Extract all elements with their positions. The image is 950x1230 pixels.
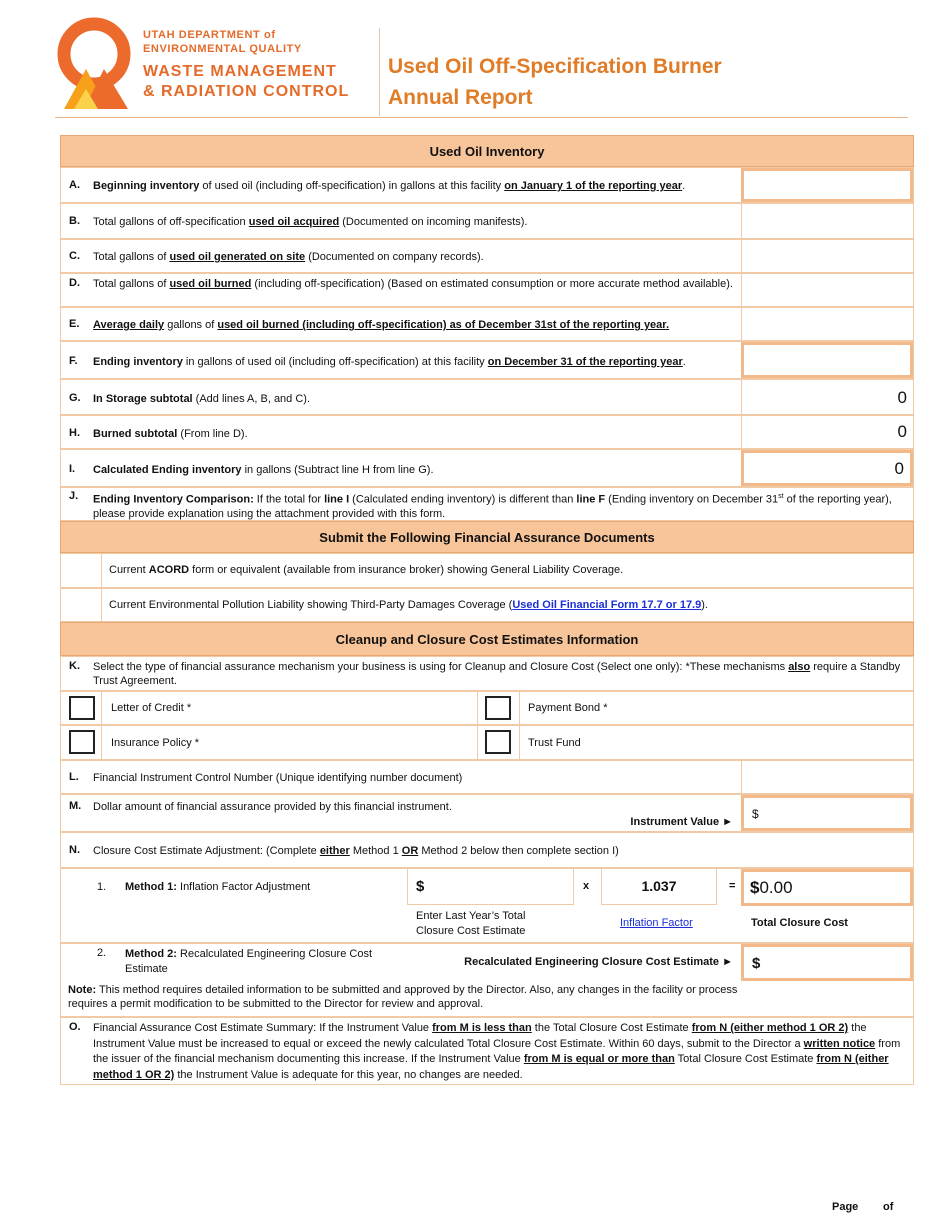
calculated-ending-field xyxy=(741,450,913,486)
row-J: J. Ending Inventory Comparison: If the total for line I (Calculated ending inventory) is different than line F (Ending inventory on December 31st of the reporting year), please provide explanation using the attachment provided with this form. xyxy=(60,487,914,521)
row-N: N. Closure Cost Estimate Adjustment: (Complete either Method 1 OR Method 2 below then complete section I) xyxy=(60,832,914,868)
method-1-row: 1. Method 1: Inflation Factor Adjustment $ x 1.037 = $0.00 Enter Last Year’s Total Closure Cost Estimate Inflation Factor Total Closure Cost xyxy=(60,868,914,943)
row-H: H. Burned subtotal (From line D). 0 xyxy=(60,415,914,449)
doc-env-row: Current Environmental Pollution Liability showing Third-Party Damages Coverage (Used Oil Financial Form 17.7 or 17.9). xyxy=(60,588,914,622)
burned-subtotal-field xyxy=(741,416,913,448)
header-divider xyxy=(379,28,380,116)
insurance-policy-label: Insurance Policy * xyxy=(111,737,200,749)
row-L: L. Financial Instrument Control Number (Unique identifying number document) xyxy=(60,760,914,794)
deq-logo-icon xyxy=(56,14,134,112)
logo-line-2: ENVIRONMENTAL QUALITY xyxy=(143,43,302,55)
payment-bond-label: Payment Bond * xyxy=(528,702,608,714)
inflation-factor-field: 1.037 xyxy=(601,869,717,905)
oil-burned-field[interactable] xyxy=(741,274,913,306)
burned-subtotal-value: 0 xyxy=(897,422,907,441)
last-year-estimate-field[interactable]: $ xyxy=(407,869,574,905)
equals-sign: = xyxy=(729,880,736,892)
letter-of-credit-label: Letter of Credit * xyxy=(111,702,192,714)
row-O: O. Financial Assurance Cost Estimate Summary: If the Instrument Value from M is less than the Total Closure Cost Estimate from N (either method 1 OR 2) the Instrument Value must be increased to equal or exceed the newly calculated Total Closure Cost Estimate. Within 60 days, submit to the Director a written notice from the issuer of the financial mechanism documenting this increase. If the Instrument Value from M is equal or more than Total Closure Cost Estimate from N (either method 1 OR 2) the Instrument Value is adequate for this year, no changes are needed. xyxy=(60,1017,914,1085)
calculated-ending-value: 0 xyxy=(894,459,904,478)
row-D: D. Total gallons of used oil burned (including off-specification) (Based on estimated consumption or more accurate method available). xyxy=(60,273,914,307)
beginning-inventory-field[interactable] xyxy=(741,168,913,202)
row-I: I. Calculated Ending inventory in gallons (Subtract line H from line G). 0 xyxy=(60,449,914,487)
logo-line-4: & RADIATION CONTROL xyxy=(143,83,350,100)
control-number-field[interactable] xyxy=(741,761,913,793)
mechanism-row-1 xyxy=(60,691,914,725)
insurance-policy-checkbox[interactable] xyxy=(69,730,95,754)
page-title: Used Oil Off-Specification Burner xyxy=(388,55,722,78)
method-2-row: 2. Method 2: Recalculated Engineering Closure Cost Estimate Recalculated Engineering Closure Cost Estimate ► $ xyxy=(60,943,914,981)
row-M: M. Dollar amount of financial assurance provided by this financial instrument. Instrument Value ► $ xyxy=(60,794,914,832)
mechanism-row-2 xyxy=(60,725,914,760)
trust-fund-label: Trust Fund xyxy=(528,737,581,749)
row-C: C. Total gallons of used oil generated on site (Documented on company records). xyxy=(60,239,914,273)
section-header-cleanup: Cleanup and Closure Cost Estimates Information xyxy=(60,622,914,656)
instrument-value-label: Instrument Value ► xyxy=(630,816,733,828)
agency-logo xyxy=(56,14,134,112)
row-K: K. Select the type of financial assurance mechanism your business is using for Cleanup and Closure Cost (Select one only): *These mechanisms also require a Standby Trust Agreement. xyxy=(60,656,914,691)
page-subtitle: Annual Report xyxy=(388,86,533,109)
total-closure-cost-caption: Total Closure Cost xyxy=(751,917,848,929)
ending-inventory-field[interactable] xyxy=(741,342,913,378)
multiply-sign: x xyxy=(583,880,590,892)
total-closure-cost-field: $0.00 xyxy=(741,869,913,906)
financial-form-link[interactable]: Used Oil Financial Form 17.7 or 17.9 xyxy=(512,599,702,611)
instrument-value-field[interactable]: $ xyxy=(741,795,913,831)
doc-acord-checkbox[interactable] xyxy=(61,554,102,587)
doc-acord-row: Current ACORD form or equivalent (available from insurance broker) showing General Liability Coverage. xyxy=(60,553,914,588)
storage-subtotal-value: 0 xyxy=(897,388,907,407)
page-label: Page xyxy=(832,1201,859,1213)
logo-line-3: WASTE MANAGEMENT xyxy=(143,63,337,80)
oil-acquired-field[interactable] xyxy=(741,204,913,238)
section-header-financial-docs: Submit the Following Financial Assurance Documents xyxy=(60,521,914,553)
payment-bond-checkbox[interactable] xyxy=(485,696,511,720)
last-year-caption: Enter Last Year’s Total Closure Cost Estimate xyxy=(416,910,526,937)
doc-env-checkbox[interactable] xyxy=(61,589,102,621)
logo-line-1: UTAH DEPARTMENT of xyxy=(143,29,276,41)
recalculated-estimate-label: Recalculated Engineering Closure Cost Estimate ► xyxy=(464,956,733,968)
row-E: E. Average daily gallons of used oil burned (including off-specification) as of December 31st of the reporting year. xyxy=(60,307,914,341)
row-G: G. In Storage subtotal (Add lines A, B, and C). 0 xyxy=(60,379,914,415)
average-daily-field[interactable] xyxy=(741,308,913,340)
page-of-label: of xyxy=(883,1201,894,1213)
inflation-factor-link[interactable]: Inflation Factor xyxy=(620,917,693,929)
storage-subtotal-field xyxy=(741,380,913,414)
header-rule xyxy=(55,117,908,118)
recalculated-estimate-field[interactable]: $ xyxy=(741,944,913,981)
trust-fund-checkbox[interactable] xyxy=(485,730,511,754)
letter-of-credit-checkbox[interactable] xyxy=(69,696,95,720)
row-B: B. Total gallons of off-specification used oil acquired (Documented on incoming manifests). xyxy=(60,203,914,239)
oil-generated-field[interactable] xyxy=(741,240,913,272)
section-header-inventory: Used Oil Inventory xyxy=(60,135,914,167)
row-A: A. Beginning inventory of used oil (including off-specification) in gallons at this facility on January 1 of the reporting year. xyxy=(60,167,914,203)
note-row: Note: This method requires detailed information to be submitted and approved by the Director. Also, any changes in the facility or process requires a permit modification to be submitted to the Director for review and approval. xyxy=(60,981,914,1017)
row-F: F. Ending inventory in gallons of used oil (including off-specification) at this facility on December 31 of the reporting year. xyxy=(60,341,914,379)
